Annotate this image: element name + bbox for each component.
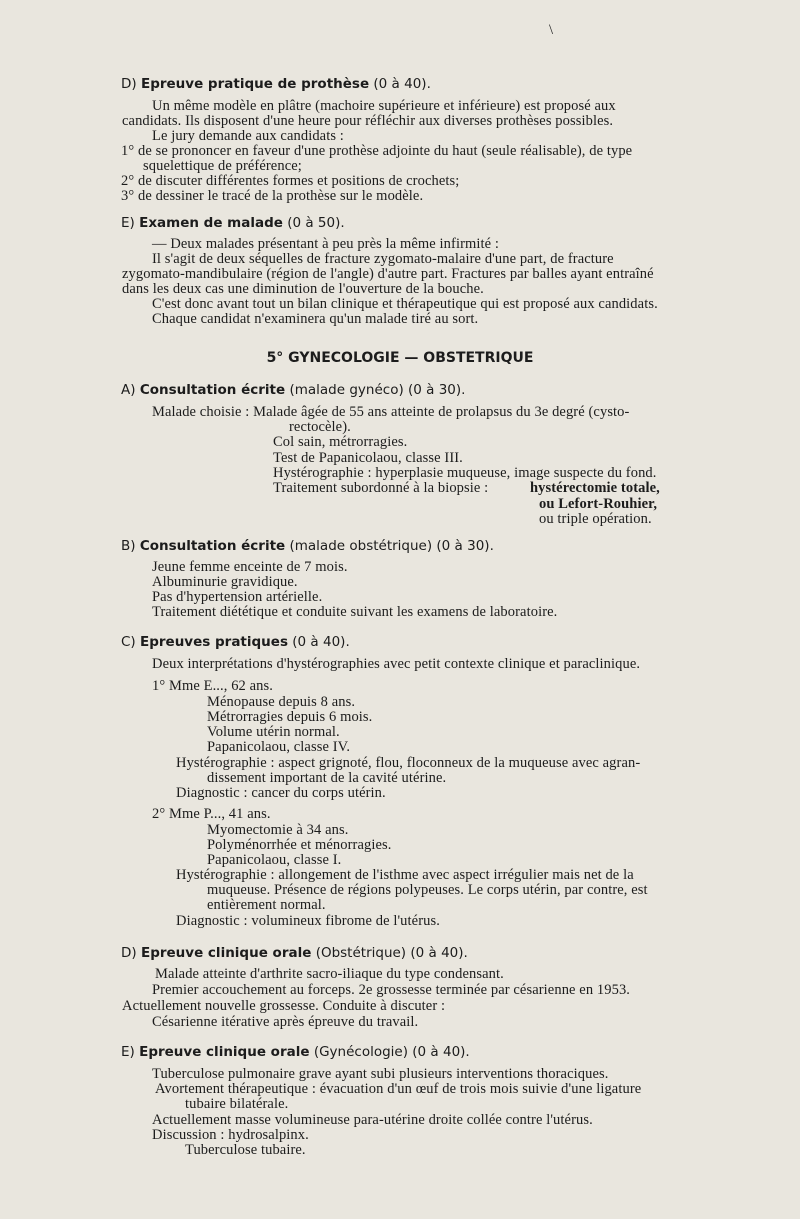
text-line: Le jury demande aux candidats : [152, 128, 344, 144]
heading-title: Examen de malade [139, 215, 283, 231]
text-line: Il s'agit de deux séquelles de fracture zygomato-malaire d'une part, de fracture [152, 251, 614, 267]
heading-b-consultation [121, 538, 494, 554]
heading-score: (0 à 50). [287, 215, 345, 231]
text-line: ou triple opération. [539, 511, 652, 527]
text-line: zygomato-mandibulaire (région de l'angle) d'autre part. Fractures par balles ayant entraîné [122, 266, 654, 282]
text-line: Papanicolaou, classe I. [207, 852, 342, 868]
text-line: tubaire bilatérale. [185, 1096, 289, 1112]
page-mark: \ [549, 22, 554, 38]
text-line: Diagnostic : volumineux fibrome de l'utérus. [176, 913, 440, 929]
section-title: 5° GYNECOLOGIE — OBSTETRIQUE [266, 350, 534, 366]
text-line: Avortement thérapeutique : évacuation d'un œuf de trois mois suivie d'une ligature [155, 1081, 642, 1097]
text-line: Albuminurie gravidique. [152, 574, 298, 590]
text-line: Deux interprétations d'hystérographies avec petit contexte clinique et paraclinique. [152, 656, 641, 672]
text-line: Tuberculose pulmonaire grave ayant subi plusieurs interventions thoraciques. [152, 1066, 609, 1082]
text-line: Traitement subordonné à la biopsie : [273, 480, 489, 496]
text-line: Polyménorrhée et ménorragies. [207, 837, 392, 853]
text-line: Premier accouchement au forceps. 2e grossesse terminée par césarienne en 1953. [152, 982, 631, 998]
heading-d-clinique-orale [121, 945, 468, 961]
text-line: C'est donc avant tout un bilan clinique et thérapeutique qui est proposé aux candidats. [152, 296, 658, 312]
text-line: Ménopause depuis 8 ans. [207, 694, 356, 710]
text-line: 3° de dessiner le tracé de la prothèse sur le modèle. [121, 188, 424, 204]
text-line: — Deux malades présentant à peu près la même infirmité : [152, 236, 500, 252]
heading-score: (0 à 40). [292, 634, 350, 650]
text-line: Papanicolaou, classe IV. [207, 739, 351, 755]
text-line: Traitement diététique et conduite suivant les examens de laboratoire. [152, 604, 558, 620]
heading-title: Consultation écrite [139, 538, 286, 554]
heading-letter: B) [121, 538, 136, 554]
text-line: Métrorragies depuis 6 mois. [207, 709, 373, 725]
text-line: squelettique de préférence; [143, 158, 302, 174]
heading-e-clinique-orale [121, 1044, 470, 1060]
text-line: 2° de discuter différentes formes et positions de crochets; [121, 173, 460, 189]
heading-letter: D) [121, 945, 137, 961]
heading-title: Epreuve pratique de prothèse [140, 76, 370, 92]
text-line: rectocèle). [289, 419, 351, 435]
text-line: Pas d'hypertension artérielle. [152, 589, 323, 605]
heading-c-epreuves [121, 634, 350, 650]
text-line: Hystérographie : aspect grignoté, flou, floconneux de la muqueuse avec agran- [176, 755, 641, 771]
heading-title: Consultation écrite [139, 382, 286, 398]
heading-letter: C) [121, 634, 136, 650]
text-line: 1° Mme E..., 62 ans. [152, 678, 273, 694]
heading-letter: D) [121, 76, 137, 92]
text-line: Volume utérin normal. [207, 724, 340, 740]
text-line: Jeune femme enceinte de 7 mois. [152, 559, 348, 575]
heading-letter: A) [121, 382, 136, 398]
text-line: Discussion : hydrosalpinx. [152, 1127, 309, 1143]
text-line: muqueuse. Présence de régions polypeuses. Le corps utérin, par contre, est [207, 882, 648, 898]
heading-score: (Gynécologie) (0 à 40). [313, 1044, 470, 1060]
text-line: Myomectomie à 34 ans. [207, 822, 349, 838]
text-line: Un même modèle en plâtre (machoire supérieure et inférieure) est proposé aux [152, 98, 616, 114]
text-line: Chaque candidat n'examinera qu'un malade tiré au sort. [152, 311, 479, 327]
text-line-bold: ou Lefort-Rouhier, [539, 496, 658, 512]
text-line: candidats. Ils disposent d'une heure pour réfléchir aux diverses prothèses possibles. [122, 113, 614, 129]
heading-letter: E) [121, 215, 135, 231]
text-line: Hystérographie : allongement de l'isthme avec aspect irrégulier mais net de la [176, 867, 634, 883]
text-line: Césarienne itérative après épreuve du travail. [152, 1014, 419, 1030]
text-line: Hystérographie : hyperplasie muqueuse, image suspecte du fond. [273, 465, 657, 481]
text-line: Malade choisie : Malade âgée de 55 ans atteinte de prolapsus du 3e degré (cysto- [152, 404, 630, 420]
text-line: Malade atteinte d'arthrite sacro-iliaque du type condensant. [155, 966, 504, 982]
heading-e-examen [121, 215, 345, 231]
heading-score: (Obstétrique) (0 à 40). [315, 945, 468, 961]
heading-score: (malade gynéco) (0 à 30). [289, 382, 466, 398]
text-line: Tuberculose tubaire. [185, 1142, 306, 1158]
text-line: Col sain, métrorragies. [273, 434, 408, 450]
text-line-bold: hystérectomie totale, [530, 480, 660, 496]
text-line: entièrement normal. [207, 897, 326, 913]
text-line: dissement important de la cavité utérine. [207, 770, 447, 786]
text-line: Actuellement nouvelle grossesse. Conduite à discuter : [122, 998, 446, 1014]
heading-letter: E) [121, 1044, 135, 1060]
heading-score: (malade obstétrique) (0 à 30). [289, 538, 494, 554]
text-line: 2° Mme P..., 41 ans. [152, 806, 271, 822]
text-line: Test de Papanicolaou, classe III. [273, 450, 463, 466]
heading-d-prothese [121, 76, 431, 92]
text-line: 1° de se prononcer en faveur d'une prothèse adjointe du haut (seule réalisable), de type [121, 143, 633, 159]
text-line: Actuellement masse volumineuse para-utérine droite collée contre l'utérus. [152, 1112, 593, 1128]
heading-a-consultation [121, 382, 465, 398]
text-line: Diagnostic : cancer du corps utérin. [176, 785, 386, 801]
heading-title: Epreuve clinique orale [139, 1044, 310, 1060]
heading-title: Epreuve clinique orale [140, 945, 312, 961]
text-line: dans les deux cas une diminution de l'ouverture de la bouche. [122, 281, 484, 297]
heading-score: (0 à 40). [373, 76, 431, 92]
heading-title: Epreuves pratiques [140, 634, 288, 650]
